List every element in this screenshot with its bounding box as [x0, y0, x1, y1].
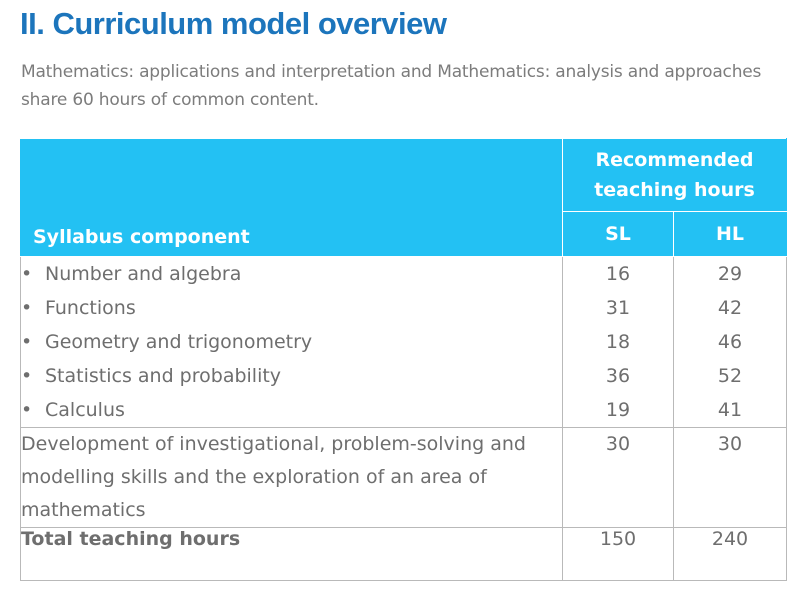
topics-hl-cell [674, 257, 787, 428]
topic-name: Number and algebra [45, 263, 242, 285]
bullet-marker: • [21, 297, 33, 319]
header-sl: SL [563, 212, 674, 257]
total-hl-hours: 240 [674, 528, 787, 581]
bullet-marker: • [21, 331, 33, 353]
topic-hl-hours: 52 [717, 365, 743, 387]
bullet-marker: • [21, 365, 33, 387]
page-title: II. Curriculum model overview [20, 6, 447, 41]
topic-name: Geometry and trigonometry [45, 331, 313, 353]
topic-hl-hours: 29 [717, 263, 743, 285]
topic-sl-hours: 31 [605, 297, 631, 319]
topic-item [21, 359, 562, 393]
header-syllabus-component: Syllabus component [21, 139, 563, 257]
topics-list-cell [21, 257, 563, 428]
topic-item [21, 325, 562, 359]
topic-item [21, 257, 562, 291]
topic-item [21, 393, 562, 427]
header-recommended-hours: Recommended teaching hours [563, 139, 787, 212]
topics-row [21, 257, 787, 428]
bullet-marker: • [21, 399, 33, 421]
bullet-marker: • [21, 263, 33, 285]
topic-item [21, 291, 562, 325]
topic-sl-hours: 18 [605, 331, 631, 353]
topic-hl-hours: 46 [717, 331, 743, 353]
topics-list [21, 257, 562, 427]
development-row [21, 428, 787, 528]
topic-name: Calculus [45, 399, 125, 421]
total-label: Total teaching hours [21, 528, 563, 581]
intro-paragraph: Mathematics: applications and interpretation and Mathematics: analysis and approaches share 60 hours of common content. [21, 62, 762, 110]
topic-name: Functions [45, 297, 136, 319]
topic-name: Statistics and probability [45, 365, 282, 387]
topic-hl-hours: 41 [717, 399, 743, 421]
curriculum-table [20, 138, 787, 581]
topic-hl-hours: 42 [717, 297, 743, 319]
topic-sl-hours: 36 [605, 365, 631, 387]
topics-sl-cell [563, 257, 674, 428]
topic-sl-hours: 16 [605, 263, 631, 285]
total-row [21, 528, 787, 581]
development-sl-hours: 30 [563, 428, 674, 528]
development-hl-hours: 30 [674, 428, 787, 528]
header-hl: HL [674, 212, 787, 257]
topic-sl-hours: 19 [605, 399, 631, 421]
total-sl-hours: 150 [563, 528, 674, 581]
development-label: Development of investigational, problem-solving and modelling skills and the exploration of an area of mathematics [21, 428, 563, 528]
